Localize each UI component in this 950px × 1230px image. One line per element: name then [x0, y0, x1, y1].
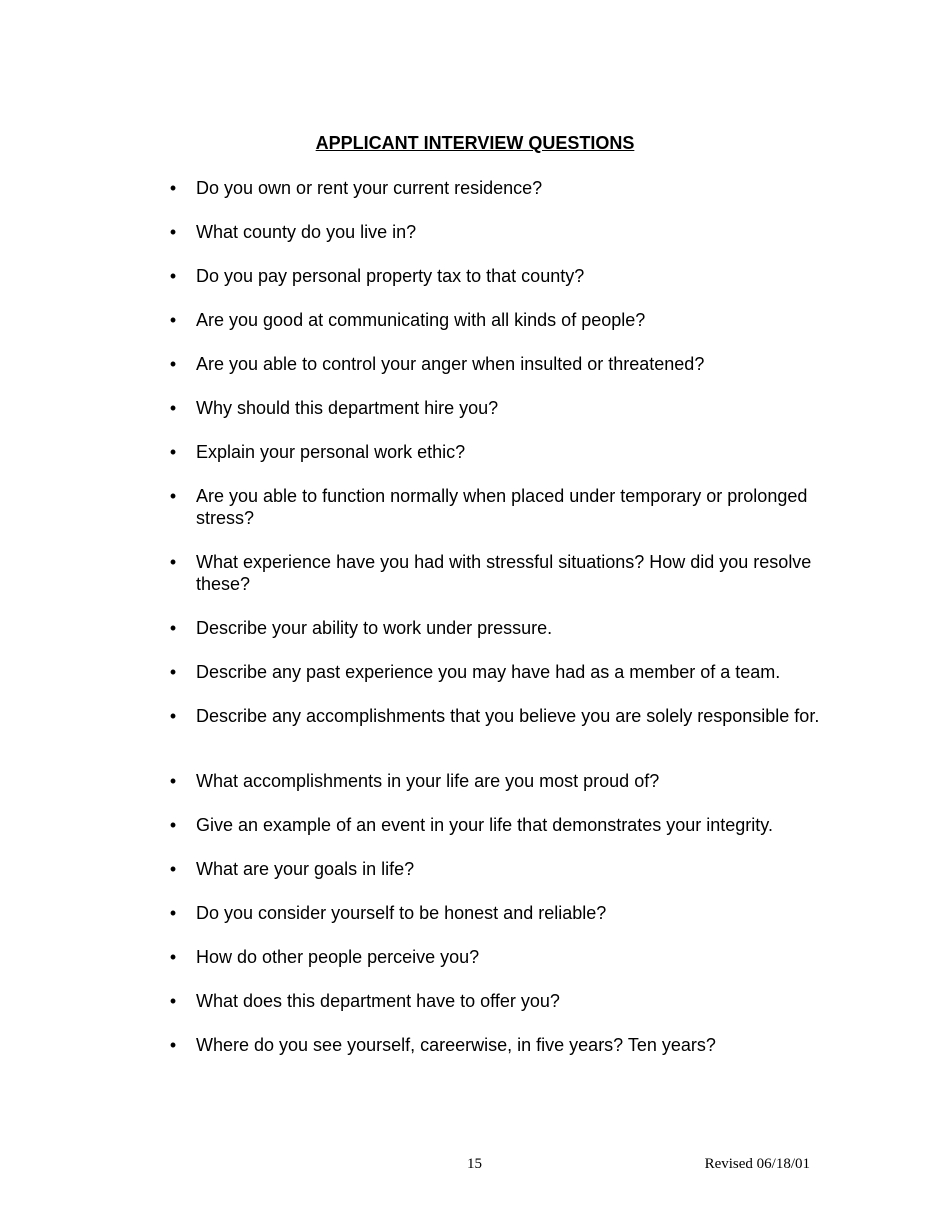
bullet-icon: •	[169, 486, 177, 506]
list-item	[166, 309, 826, 331]
question-text: Do you own or rent your current residence?	[196, 178, 543, 198]
bullet-icon: •	[169, 222, 177, 242]
question-text: Do you consider yourself to be honest and reliable?	[196, 903, 607, 923]
bullet-icon: •	[169, 771, 177, 791]
question-text: Explain your personal work ethic?	[196, 442, 466, 462]
bullet-icon: •	[169, 442, 177, 462]
list-item	[166, 485, 826, 529]
question-text: Describe any accomplishments that you believe you are solely responsible for.	[196, 706, 820, 726]
list-item	[166, 551, 826, 595]
bullet-icon: •	[169, 815, 177, 835]
bullet-icon: •	[169, 354, 177, 374]
page-title: APPLICANT INTERVIEW QUESTIONS	[315, 133, 635, 153]
bullet-icon: •	[169, 310, 177, 330]
bullet-icon: •	[169, 618, 177, 638]
question-text: How do other people perceive you?	[196, 947, 480, 967]
list-item	[166, 617, 826, 639]
list-item	[166, 441, 826, 463]
question-text: Give an example of an event in your life that demonstrates your integrity.	[196, 815, 773, 835]
list-item	[166, 353, 826, 375]
bullet-icon: •	[169, 398, 177, 418]
list-item	[166, 902, 826, 924]
question-text: Where do you see yourself, careerwise, in five years? Ten years?	[196, 1035, 716, 1055]
bullet-icon: •	[169, 662, 177, 682]
list-item	[166, 705, 826, 727]
bullet-icon: •	[169, 859, 177, 879]
bullet-icon: •	[169, 903, 177, 923]
list-item	[166, 990, 826, 1012]
bullet-icon: •	[169, 706, 177, 726]
bullet-icon: •	[169, 991, 177, 1011]
list-item	[166, 265, 826, 287]
page-number: 15	[467, 1156, 482, 1172]
question-text: What does this department have to offer you?	[196, 991, 560, 1011]
question-text: What experience have you had with stressful situations? How did you resolve these?	[196, 552, 812, 594]
question-text: What county do you live in?	[196, 222, 417, 242]
list-item	[166, 770, 826, 792]
list-item	[166, 1034, 826, 1056]
list-item	[166, 397, 826, 419]
question-text: Are you able to function normally when placed under temporary or prolonged stress?	[196, 486, 808, 528]
list-item	[166, 858, 826, 880]
list-item	[166, 814, 826, 836]
question-text: Are you able to control your anger when insulted or threatened?	[196, 354, 705, 374]
question-text: Describe your ability to work under pressure.	[196, 618, 553, 638]
bullet-icon: •	[169, 1035, 177, 1055]
bullet-icon: •	[169, 947, 177, 967]
list-item	[166, 177, 826, 199]
bullet-icon: •	[169, 266, 177, 286]
list-item	[166, 661, 826, 683]
question-text: What are your goals in life?	[196, 859, 415, 879]
bullet-icon: •	[169, 178, 177, 198]
bullet-icon: •	[169, 552, 177, 572]
list-item	[166, 221, 826, 243]
question-text: Do you pay personal property tax to that county?	[196, 266, 585, 286]
question-text: Are you good at communicating with all kinds of people?	[196, 310, 646, 330]
revision-date: Revised 06/18/01	[704, 1156, 810, 1172]
question-text: What accomplishments in your life are you most proud of?	[196, 771, 660, 791]
question-text: Why should this department hire you?	[196, 398, 499, 418]
question-text: Describe any past experience you may have had as a member of a team.	[196, 662, 781, 682]
list-item	[166, 946, 826, 968]
